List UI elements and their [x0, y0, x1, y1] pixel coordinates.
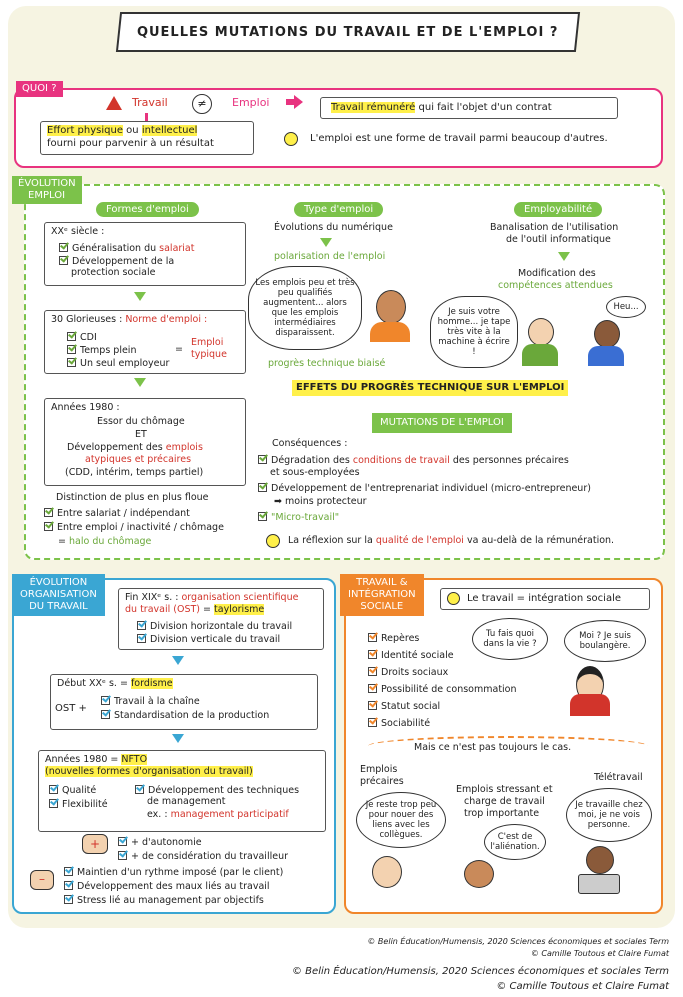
warning-icon — [106, 96, 122, 110]
man-illustration — [376, 290, 406, 324]
stress-title-3: trop importante — [464, 808, 540, 819]
boulangere-apron — [570, 694, 610, 716]
annees-1980-box — [44, 398, 246, 486]
emploi-def-rest: qui fait l'objet d'un contrat — [418, 102, 552, 113]
evolutions-numerique: Évolutions du numérique — [274, 222, 393, 233]
management-participatif: ex. : management participatif — [147, 809, 289, 820]
distinction-item-1: Entre salariat / indépendant — [44, 507, 190, 520]
integration-item-0: Repères — [368, 632, 419, 645]
essor-chomage: Essor du chômage — [97, 416, 185, 427]
ost-line1: Fin XIXᵉ s. : organisation scientifique — [125, 592, 299, 603]
lightbulb-icon-3 — [447, 592, 460, 605]
qualite-item: Qualité — [49, 784, 96, 797]
thumbs-up-icon: + — [82, 834, 108, 854]
travail-chaine: Travail à la chaîne — [101, 695, 200, 708]
thumbs-down-icon: – — [30, 870, 54, 890]
trente-glorieuses-title: 30 Glorieuses : Norme d'emploi : — [51, 314, 208, 325]
developpement-emplois: Développement des emplois — [67, 442, 203, 453]
ost-line2: du travail (OST) = taylorisme — [125, 604, 265, 615]
consequence-2b: ➡ moins protecteur — [274, 496, 367, 507]
atypiques-precaires: atypiques et précaires — [85, 454, 192, 465]
teletravail-woman-illustration — [586, 846, 614, 874]
ost-plus: OST + — [55, 703, 87, 714]
minus-rythme: Maintien d'un rythme imposé (par le client) — [64, 866, 283, 879]
employeur-item: Un seul employeur — [67, 357, 169, 370]
travail-def-line2: fourni pour parvenir à un résultat — [47, 138, 214, 149]
consequence-2: Développement de l'entreprenariat individuel (micro-entrepreneur) — [258, 482, 591, 495]
quoi-note: L'emploi est une forme de travail parmi beaucoup d'autres. — [310, 133, 608, 144]
protection-item-2: protection sociale — [71, 267, 156, 278]
integration-item-1: Identité sociale — [368, 649, 454, 662]
title-banner — [116, 12, 580, 52]
banalisation-2: de l'outil informatique — [506, 234, 611, 245]
arrow-down-5 — [172, 656, 184, 665]
precaire-man-illustration — [372, 856, 402, 888]
boulangere-bubble: Moi ? Je suis boulangère. — [564, 620, 646, 662]
consequence-1b: et sous-employées — [270, 467, 360, 478]
standardisation: Standardisation de la production — [101, 709, 269, 722]
old-man-suit — [522, 344, 558, 366]
consequences-title: Conséquences : — [272, 438, 348, 449]
organisation-tag: ÉVOLUTION ORGANISATION DU TRAVAIL — [12, 574, 105, 616]
teletravail-title: Télétravail — [594, 772, 643, 783]
page-title: QUELLES MUTATIONS DU TRAVAIL ET DE L'EMPLOI ? — [137, 24, 559, 40]
distinction-item-2: Entre emploi / inactivité / chômage — [44, 521, 224, 534]
ost-box — [118, 588, 324, 650]
integration-item-5: Sociabilité — [368, 717, 430, 730]
laptop-icon — [578, 874, 620, 894]
nfto-box — [38, 750, 326, 832]
employabilite-pill: Employabilité — [514, 202, 602, 217]
travail-definition-box — [40, 121, 254, 155]
arrow-down-4 — [558, 252, 570, 261]
xxe-siecle-title: XXᵉ siècle : — [51, 226, 105, 237]
emploi-definition — [331, 102, 552, 114]
quoi-emploi: Emploi — [232, 96, 270, 109]
fordisme-box — [50, 674, 318, 730]
protection-item: Développement de la — [59, 255, 174, 268]
lightbulb-icon — [284, 132, 298, 146]
trente-glorieuses-box — [44, 310, 246, 374]
credit-small-2: © Camille Toutous et Claire Fumat — [530, 949, 669, 958]
old-man-illustration — [528, 318, 554, 346]
flexibilite-item: Flexibilité — [49, 798, 108, 811]
fordisme-title: Début XXᵉ s. = fordisme — [57, 678, 173, 689]
emploi-definition-box — [320, 97, 618, 119]
credit-small-1: © Belin Éducation/Humensis, 2020 Sciences économiques et sociales Term — [367, 937, 669, 946]
stressed-man-illustration — [464, 860, 494, 888]
integration-item-4: Statut social — [368, 700, 440, 713]
teletravail-bubble: Je travaille chez moi, je ne vois personne. — [566, 788, 652, 842]
mais-arc — [368, 736, 648, 756]
arrow-down-1 — [134, 292, 146, 301]
nfto-title: Années 1980 = NFTO — [45, 754, 148, 765]
integration-item-2: Droits sociaux — [368, 666, 448, 679]
lightbulb-icon-2 — [266, 534, 280, 548]
progres-biaise: progrès technique biaisé — [268, 358, 386, 369]
arrow-right-head — [294, 95, 303, 109]
salariat-item: Généralisation du salariat — [59, 242, 194, 255]
type-emploi-pill: Type d'emploi — [294, 202, 383, 217]
not-equal-circle — [192, 94, 212, 114]
banalisation-1: Banalisation de l'utilisation — [490, 222, 619, 233]
quoi-travail: Travail — [132, 96, 168, 109]
distinction-title: Distinction de plus en plus floue — [56, 492, 209, 503]
formes-emploi-pill: Formes d'emploi — [96, 202, 199, 217]
integration-header: Le travail = intégration sociale — [467, 593, 621, 604]
modification-2: compétences attendues — [498, 280, 613, 291]
division-horizontale: Division horizontale du travail — [137, 620, 292, 633]
question-bubble: Tu fais quoi dans la vie ? — [472, 618, 548, 660]
credit-2: © Camille Toutous et Claire Fumat — [496, 981, 669, 992]
de-management: de management — [147, 796, 226, 807]
temps-plein-item: Temps plein — [67, 344, 136, 357]
stress-title-1: Emplois stressant et — [456, 784, 553, 795]
polarisation: polarisation de l'emploi — [274, 251, 386, 262]
evolution-emploi-tag: ÉVOLUTION EMPLOI — [12, 176, 82, 204]
consequence-1: Dégradation des conditions de travail des personnes précaires — [258, 454, 569, 467]
travail-def-line1: Effort physique ou intellectuel — [47, 125, 198, 136]
integration-tag: TRAVAIL & INTÉGRATION SOCIALE — [340, 574, 424, 616]
woman-illustration — [594, 320, 620, 348]
minus-stress: Stress lié au management par objectifs — [64, 894, 264, 907]
techniques-management: Développement des techniques — [135, 784, 299, 797]
credit-1: © Belin Éducation/Humensis, 2020 Sciences économiques et sociales Term — [292, 966, 669, 977]
employabilite-bubble: Je suis votre homme... je tape très vite à la machine à écrire ! — [430, 296, 518, 368]
not-equal-sign: ≠ — [197, 97, 207, 110]
equals-sign: = — [175, 344, 183, 355]
woman-shirt — [588, 346, 624, 366]
annees-1980-title: Années 1980 : — [51, 402, 120, 413]
consequence-3: "Micro-travail" — [258, 511, 339, 524]
modification-1: Modification des — [518, 268, 596, 279]
alienation-bubble: C'est de l'aliénation. — [484, 824, 546, 860]
et-label: ET — [135, 429, 147, 440]
cdd-interim: (CDD, intérim, temps partiel) — [65, 467, 204, 478]
qualite-note: La réflexion sur la qualité de l'emploi va au-delà de la rémunération. — [288, 535, 615, 546]
man-shirt — [370, 322, 410, 342]
integration-item-3: Possibilité de consommation — [368, 683, 517, 696]
heu-bubble: Heu... — [606, 296, 646, 318]
stress-title-2: charge de travail — [464, 796, 545, 807]
precaires-bubble: Je reste trop peu pour nouer des liens avec les collègues. — [356, 792, 446, 848]
mutations-banner: MUTATIONS DE L'EMPLOI — [372, 413, 512, 433]
nfto-subtitle: (nouvelles formes d'organisation du travail) — [45, 766, 253, 777]
emploi-typique-2: typique — [191, 349, 227, 360]
plus-consideration: + de considération du travailleur — [118, 850, 288, 863]
halo-chomage: = halo du chômage — [58, 536, 152, 547]
effets-banner: EFFETS DU PROGRÈS TECHNIQUE SUR L'EMPLOI — [292, 380, 568, 396]
emploi-typique-1: Emploi — [191, 337, 224, 348]
arrow-down-6 — [172, 734, 184, 743]
mais-pas-toujours: Mais ce n'est pas toujours le cas. — [414, 742, 572, 753]
division-verticale: Division verticale du travail — [137, 633, 280, 646]
integration-header-box — [440, 588, 650, 610]
cdi-item: CDI — [67, 331, 97, 344]
xxe-siecle-box — [44, 222, 246, 286]
emploi-def-highlight: Travail rémunéré — [331, 102, 416, 113]
minus-maux: Développement des maux liés au travail — [64, 880, 270, 893]
plus-autonomie: + d'autonomie — [118, 836, 202, 849]
polarisation-bubble: Les emplois peu et très peu qualifiés augmentent... alors que les emplois intermédiaires disparaissent. — [248, 266, 362, 350]
quoi-tag: QUOI ? — [16, 81, 63, 97]
arrow-down-2 — [134, 378, 146, 387]
precaires-title-2: précaires — [360, 776, 404, 787]
arrow-down-3 — [320, 238, 332, 247]
precaires-title-1: Emplois — [360, 764, 398, 775]
